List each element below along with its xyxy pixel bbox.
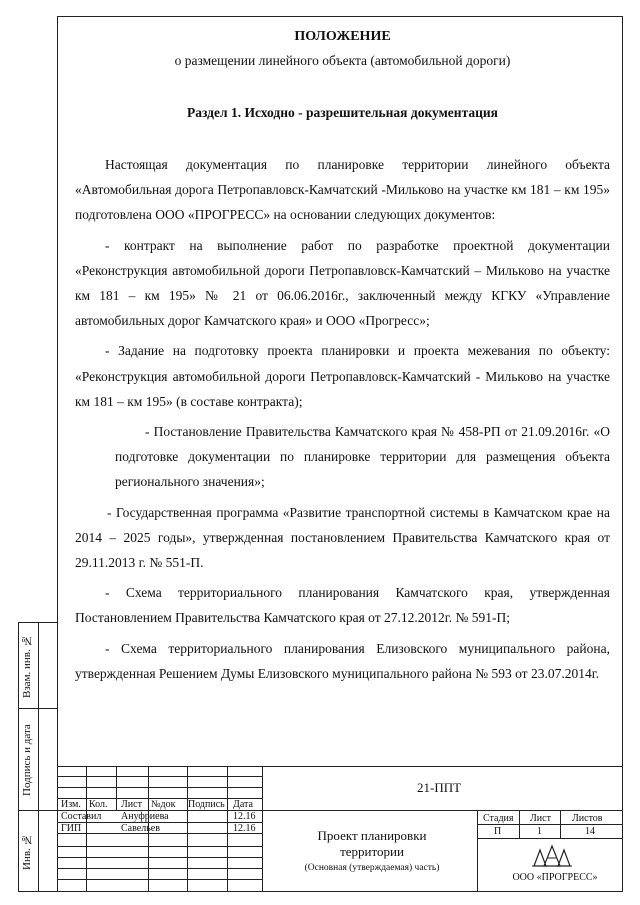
document-code: 21-ППТ (417, 780, 462, 795)
paragraph-task: - Задание на подготовку проекта планировки и проекта межевания по объекту: «Реконструкция автомобильной дороги Петропавловск-Камчатский - Мильково на участке км 181 – км 195» (в составе контракта); (75, 343, 610, 409)
tb-name-gip: Савельев (121, 823, 160, 834)
company-name: ООО «ПРОГРЕСС» (512, 872, 598, 883)
paragraph-resolution: - Постановление Правительства Камчатского края № 458-РП от 21.09.2016г. «О подготовке документации по планировке территории для размещения объекта регионального значения»; (115, 424, 610, 490)
paragraphs (75, 152, 610, 686)
tb-role-sostavil: Составил (61, 811, 102, 822)
stage-value-listov: 14 (585, 826, 595, 837)
tb-header-data: Дата (233, 799, 253, 810)
title-block (57, 766, 623, 892)
left-stamp (18, 622, 58, 892)
paragraph-intro: Настоящая документация по планировке территории линейного объекта «Автомобильная дорога Петропавловск-Камчатский -Мильково на участке км 181 – км 195» подготовлена ООО «ПРОГРЕСС» на основании следующих документов: (75, 157, 610, 223)
tb-role-gip: ГИП (61, 823, 82, 834)
document-body (75, 28, 610, 691)
tb-header-ndok: №док (151, 799, 176, 810)
document-title: ПОЛОЖЕНИЕ (294, 29, 391, 44)
stage-value-stadia: П (494, 826, 502, 837)
stamp-inv: Инв. № (21, 833, 33, 871)
paragraph-scheme-rayon: - Схема территориального планирования Елизовского муниципального района, утвержденная Решением Думы Елизовского муниципального района № 593 от 23.07.2014г. (75, 640, 610, 681)
stamp-vzam-inv: Взам. инв. № (21, 634, 33, 698)
tb-header-izm: Изм. (61, 799, 81, 810)
tb-date-gip: 12.16 (233, 823, 256, 834)
paragraph-scheme-krai: - Схема территориального планирования Камчатского края, утвержденная Постановлением Правительства Камчатского края от 27.12.2012г. № 591-П; (75, 585, 610, 626)
tb-date-sostavil: 12.16 (233, 811, 256, 822)
tb-name-sostavil: Ануфриева (121, 811, 169, 822)
project-title: Проект планировки территории (317, 828, 427, 859)
document-subtitle: о размещении линейного объекта (автомобильной дороги) (174, 53, 511, 68)
section-heading: Раздел 1. Исходно - разрешительная документация (187, 105, 498, 120)
paragraph-program: - Государственная программа «Развитие транспортной системы в Камчатском крае на 2014 – 2025 годы», утвержденная постановлением Правительства Камчатского края от 29.11.2013 г. № 551-П. (75, 504, 610, 571)
stage-header-list: Лист (530, 813, 551, 824)
company-logo-icon (532, 844, 572, 868)
stamp-podpis-data: Подпись и дата (21, 724, 33, 796)
stage-header-listov: Листов (572, 813, 603, 824)
project-title-block (272, 828, 472, 876)
tb-header-kol: Кол. (89, 799, 108, 810)
stage-header-stadia: Стадия (483, 813, 514, 824)
tb-header-list: Лист (121, 799, 142, 810)
paragraph-contract: - контракт на выполнение работ по разработке проектной документации «Реконструкция автомобильной дороги Петропавловск-Камчатский – Мильково на участке км 181 – км 195» № 21 от 06.06.2016г., заключенный между КГКУ «Управление автомобильных дорог Камчатского края» и ООО «Прогресс»; (75, 237, 610, 329)
stage-value-list: 1 (537, 826, 542, 837)
tb-header-podpis: Подпись (188, 799, 225, 810)
project-note: (Основная (утверждаемая) часть) (304, 863, 440, 873)
